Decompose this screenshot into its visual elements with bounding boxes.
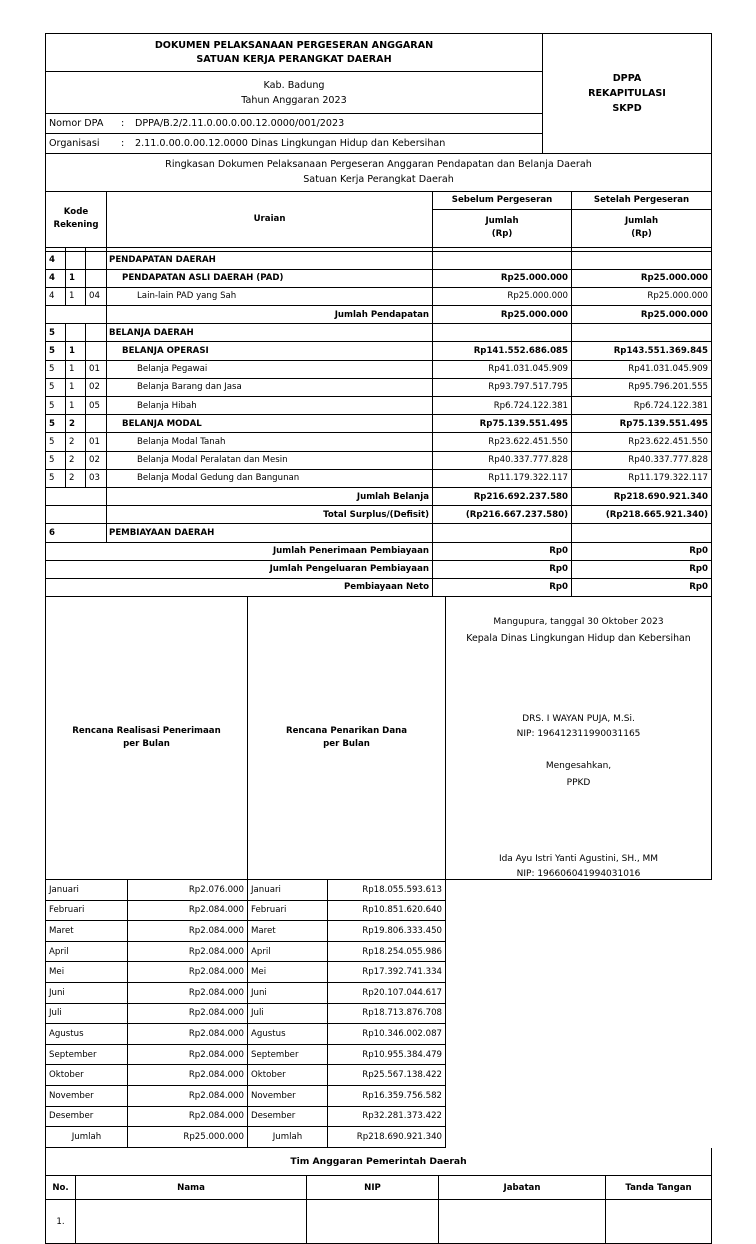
org-label: Organisasi — [49, 138, 100, 149]
receipt-amount: Rp2.084.000 — [128, 1003, 248, 1024]
account-row — [46, 269, 712, 287]
before-amount: Rp216.692.237.580 — [433, 487, 572, 505]
code-3: 01 — [86, 433, 107, 451]
code-1: 6 — [46, 524, 107, 542]
month-row — [46, 962, 712, 983]
total-spacer — [46, 542, 107, 560]
spend-amount: Rp18.055.593.613 — [328, 880, 446, 901]
spend-amount: Rp20.107.044.617 — [328, 983, 446, 1004]
code-3 — [86, 415, 107, 433]
spend-month: November — [248, 1086, 328, 1107]
code-2: 2 — [66, 415, 86, 433]
total-spacer — [46, 578, 107, 596]
summary-caption — [46, 154, 712, 191]
spend-total-label: Jumlah — [248, 1127, 328, 1148]
spend-month: Agustus — [248, 1024, 328, 1045]
after-header: Setelah Pergeseran — [572, 191, 712, 209]
total-row — [46, 578, 712, 596]
account-row — [46, 397, 712, 415]
code-1: 4 — [46, 269, 66, 287]
code-1: 4 — [46, 287, 66, 305]
budget-rows — [46, 251, 712, 597]
nomor-dpa-row — [46, 114, 543, 134]
receipt-amount: Rp2.084.000 — [128, 1086, 248, 1107]
after-amount: Rp11.179.322.117 — [572, 469, 712, 487]
total-spacer — [46, 306, 107, 324]
month-row — [46, 1024, 712, 1045]
total-spacer — [46, 560, 107, 578]
account-row — [46, 378, 712, 396]
code-3: 02 — [86, 451, 107, 469]
team-title: Tim Anggaran Pemerintah Daerah — [46, 1148, 712, 1176]
team-jabatan — [439, 1200, 606, 1244]
code-2: 2 — [66, 433, 86, 451]
receipt-amount: Rp2.084.000 — [128, 1044, 248, 1065]
spend-month: Oktober — [248, 1065, 328, 1086]
month-row — [46, 941, 712, 962]
region: Kab. Badung — [263, 79, 325, 91]
account-label: PENDAPATAN ASLI DAERAH (PAD) — [107, 269, 433, 287]
before-amount: Rp0 — [433, 560, 572, 578]
receipt-amount: Rp2.084.000 — [128, 1106, 248, 1127]
total-row — [46, 306, 712, 324]
code-1: 5 — [46, 378, 66, 396]
uraian-header: Uraian — [107, 191, 433, 247]
team-rows — [46, 1200, 712, 1244]
spend-amount: Rp25.567.138.422 — [328, 1065, 446, 1086]
code-3 — [86, 269, 107, 287]
receipt-month: Februari — [46, 900, 128, 921]
after-amount: Rp95.796.201.555 — [572, 378, 712, 396]
doc-type-line-1: DPPA — [612, 73, 642, 84]
account-label: Belanja Pegawai — [107, 360, 433, 378]
spend-header-line-1: Rencana Penarikan Dana — [285, 726, 408, 737]
account-row — [46, 415, 712, 433]
budget-table — [45, 191, 712, 598]
doc-type-line-3: SKPD — [612, 103, 642, 114]
month-row — [46, 983, 712, 1004]
signer-nip-1: NIP: 196412311990031165 — [516, 729, 641, 740]
spend-amount: Rp32.281.373.422 — [328, 1106, 446, 1127]
code-1: 5 — [46, 397, 66, 415]
fiscal-year: Tahun Anggaran 2023 — [241, 94, 347, 106]
account-label: Belanja Modal Gedung dan Bangunan — [107, 469, 433, 487]
after-amount: Rp40.337.777.828 — [572, 451, 712, 469]
account-row — [46, 469, 712, 487]
before-amount: Rp6.724.122.381 — [433, 397, 572, 415]
total-row — [46, 506, 712, 524]
receipt-amount: Rp2.084.000 — [128, 900, 248, 921]
before-jumlah: Jumlah — [485, 216, 519, 226]
receipt-amount: Rp2.084.000 — [128, 962, 248, 983]
receipt-amount: Rp2.084.000 — [128, 1024, 248, 1045]
after-amount — [572, 251, 712, 269]
team-ttd — [606, 1200, 712, 1244]
receipt-month: Juli — [46, 1003, 128, 1024]
code-1: 5 — [46, 433, 66, 451]
after-amount: Rp0 — [572, 578, 712, 596]
kode-header-line-1: Kode — [63, 207, 89, 217]
account-label: PEMBIAYAAN DAERAH — [107, 524, 433, 542]
nomor-sep: : — [121, 118, 125, 129]
code-2: 1 — [66, 397, 86, 415]
organisasi-row — [46, 134, 543, 154]
nomor-value: DPPA/B.2/2.11.0.00.0.00.12.0000/001/2023 — [135, 118, 345, 129]
spend-month: Mei — [248, 962, 328, 983]
region-year — [46, 72, 543, 114]
budget-document — [45, 33, 711, 1244]
after-amount: Rp75.139.551.495 — [572, 415, 712, 433]
doc-type-line-2: REKAPITULASI — [588, 88, 666, 99]
code-2: 2 — [66, 469, 86, 487]
receipt-header-line-1: Rencana Realisasi Penerimaan — [72, 726, 221, 737]
code-3: 02 — [86, 378, 107, 396]
before-amount: Rp25.000.000 — [433, 269, 572, 287]
code-1: 5 — [46, 415, 66, 433]
account-label: BELANJA DAERAH — [107, 324, 433, 342]
month-row — [46, 880, 712, 901]
spend-month: Juli — [248, 1003, 328, 1024]
spend-amount: Rp10.955.384.479 — [328, 1044, 446, 1065]
receipt-month: Januari — [46, 880, 128, 901]
after-subheader — [572, 209, 712, 247]
spend-header-line-2: per Bulan — [323, 739, 370, 750]
org-sep: : — [121, 138, 125, 149]
account-label: BELANJA MODAL — [107, 415, 433, 433]
summary-line-2: Satuan Kerja Perangkat Daerah — [303, 174, 454, 186]
code-2 — [66, 324, 86, 342]
receipt-amount: Rp2.084.000 — [128, 921, 248, 942]
team-col-nip: NIP — [307, 1176, 439, 1200]
total-label: Total Surplus/(Defisit) — [107, 506, 433, 524]
after-amount: Rp143.551.369.845 — [572, 342, 712, 360]
before-amount: Rp11.179.322.117 — [433, 469, 572, 487]
code-1: 5 — [46, 469, 66, 487]
month-row — [46, 1003, 712, 1024]
spend-month: September — [248, 1044, 328, 1065]
code-1: 4 — [46, 251, 66, 269]
before-header: Sebelum Pergeseran — [433, 191, 572, 209]
code-3: 04 — [86, 287, 107, 305]
before-amount: Rp25.000.000 — [433, 306, 572, 324]
month-row — [46, 1065, 712, 1086]
receipt-month: Maret — [46, 921, 128, 942]
total-row — [46, 542, 712, 560]
before-amount: Rp25.000.000 — [433, 287, 572, 305]
month-row — [46, 1106, 712, 1127]
spend-amount: Rp10.851.620.640 — [328, 900, 446, 921]
document-title — [46, 34, 543, 72]
code-1: 5 — [46, 342, 66, 360]
total-label: Jumlah Pengeluaran Pembiayaan — [107, 560, 433, 578]
before-rp: (Rp) — [491, 229, 513, 239]
after-amount: (Rp218.665.921.340) — [572, 506, 712, 524]
summary-line-1: Ringkasan Dokumen Pelaksanaan Pergeseran Anggaran Pendapatan dan Belanja Daerah — [165, 159, 592, 171]
after-amount: Rp25.000.000 — [572, 269, 712, 287]
spend-plan-header — [248, 597, 446, 880]
code-1: 5 — [46, 324, 66, 342]
before-subheader — [433, 209, 572, 247]
nomor-label: Nomor DPA — [49, 118, 104, 129]
after-amount — [572, 524, 712, 542]
title-line-1: DOKUMEN PELAKSANAAN PERGESERAN ANGGARAN — [154, 39, 434, 51]
before-amount: Rp141.552.686.085 — [433, 342, 572, 360]
total-label: Jumlah Penerimaan Pembiayaan — [107, 542, 433, 560]
team-col-nama: Nama — [76, 1176, 307, 1200]
total-row — [46, 487, 712, 505]
before-amount: Rp23.622.451.550 — [433, 433, 572, 451]
receipt-month: Oktober — [46, 1065, 128, 1086]
code-3 — [86, 324, 107, 342]
code-3 — [86, 342, 107, 360]
account-row — [46, 524, 712, 542]
account-label: Belanja Modal Peralatan dan Mesin — [107, 451, 433, 469]
place-date: Mangupura, tanggal 30 Oktober 2023 — [493, 617, 664, 628]
month-row — [46, 900, 712, 921]
total-spacer — [46, 487, 107, 505]
kode-header-line-2: Rekening — [53, 220, 99, 230]
total-row — [46, 560, 712, 578]
after-amount: Rp23.622.451.550 — [572, 433, 712, 451]
signer-name-1: DRS. I WAYAN PUJA, M.Si. — [522, 714, 635, 725]
account-row — [46, 433, 712, 451]
code-2: 1 — [66, 269, 86, 287]
code-3: 05 — [86, 397, 107, 415]
spend-month: Februari — [248, 900, 328, 921]
account-label: Belanja Barang dan Jasa — [107, 378, 433, 396]
team-row — [46, 1200, 712, 1244]
receipt-month: Mei — [46, 962, 128, 983]
receipt-amount: Rp2.084.000 — [128, 1065, 248, 1086]
code-2: 1 — [66, 360, 86, 378]
spend-amount: Rp19.806.333.450 — [328, 921, 446, 942]
team-col-no: No. — [46, 1176, 76, 1200]
spend-amount: Rp17.392.741.334 — [328, 962, 446, 983]
monthly-plan-section — [45, 597, 712, 1148]
before-amount: Rp41.031.045.909 — [433, 360, 572, 378]
spend-total: Rp218.690.921.340 — [328, 1127, 446, 1148]
before-amount: Rp40.337.777.828 — [433, 451, 572, 469]
spend-month: Januari — [248, 880, 328, 901]
document-header — [45, 33, 712, 191]
team-no: 1. — [46, 1200, 76, 1244]
after-amount: Rp218.690.921.340 — [572, 487, 712, 505]
account-row — [46, 324, 712, 342]
receipt-month: Juni — [46, 983, 128, 1004]
spend-amount: Rp16.359.756.582 — [328, 1086, 446, 1107]
receipt-month: Desember — [46, 1106, 128, 1127]
after-amount: Rp25.000.000 — [572, 306, 712, 324]
code-2: 1 — [66, 287, 86, 305]
receipt-month: Agustus — [46, 1024, 128, 1045]
total-spacer — [46, 506, 107, 524]
after-rp: (Rp) — [631, 229, 652, 239]
receipt-total: Rp25.000.000 — [128, 1127, 248, 1148]
month-row — [46, 1086, 712, 1107]
code-1: 5 — [46, 451, 66, 469]
after-amount: Rp25.000.000 — [572, 287, 712, 305]
after-amount: Rp41.031.045.909 — [572, 360, 712, 378]
signer-nip-2: NIP: 196606041994031016 — [516, 869, 641, 880]
total-label: Pembiayaan Neto — [107, 578, 433, 596]
account-label: Lain-lain PAD yang Sah — [107, 287, 433, 305]
account-row — [46, 342, 712, 360]
after-amount — [572, 324, 712, 342]
document-type-box — [543, 34, 712, 154]
before-amount: Rp0 — [433, 578, 572, 596]
after-amount: Rp0 — [572, 560, 712, 578]
receipt-amount: Rp2.076.000 — [128, 880, 248, 901]
receipt-header-line-2: per Bulan — [123, 739, 170, 750]
code-2: 2 — [66, 451, 86, 469]
org-value: 2.11.0.00.0.00.12.0000 Dinas Lingkungan Hidup dan Kebersihan — [135, 138, 446, 149]
account-row — [46, 360, 712, 378]
kode-rekening-header — [46, 191, 107, 247]
account-row — [46, 451, 712, 469]
spend-month: April — [248, 941, 328, 962]
after-jumlah: Jumlah — [624, 216, 659, 226]
title-line-2: SATUAN KERJA PERANGKAT DAERAH — [196, 53, 392, 65]
code-2 — [66, 251, 86, 269]
month-row — [46, 921, 712, 942]
signer-name-2: Ida Ayu Istri Yanti Agustini, SH., MM — [498, 854, 659, 865]
code-3: 01 — [86, 360, 107, 378]
spend-month: Desember — [248, 1106, 328, 1127]
after-amount: Rp0 — [572, 542, 712, 560]
receipt-amount: Rp2.084.000 — [128, 983, 248, 1004]
code-3 — [86, 251, 107, 269]
before-amount — [433, 524, 572, 542]
before-amount: Rp0 — [433, 542, 572, 560]
plan-total-row — [46, 1127, 712, 1148]
receipt-month: September — [46, 1044, 128, 1065]
total-label: Jumlah Pendapatan — [107, 306, 433, 324]
receipt-amount: Rp2.084.000 — [128, 941, 248, 962]
before-amount — [433, 251, 572, 269]
account-label: Belanja Modal Tanah — [107, 433, 433, 451]
team-nip — [307, 1200, 439, 1244]
account-row — [46, 251, 712, 269]
code-2: 1 — [66, 378, 86, 396]
spend-amount: Rp18.713.876.708 — [328, 1003, 446, 1024]
receipt-total-label: Jumlah — [46, 1127, 128, 1148]
team-col-jabatan: Jabatan — [439, 1176, 606, 1200]
spend-month: Juni — [248, 983, 328, 1004]
total-label: Jumlah Belanja — [107, 487, 433, 505]
receipt-month: November — [46, 1086, 128, 1107]
spend-month: Maret — [248, 921, 328, 942]
after-amount: Rp6.724.122.381 — [572, 397, 712, 415]
receipt-plan-header — [46, 597, 248, 880]
account-row — [46, 287, 712, 305]
receipt-month: April — [46, 941, 128, 962]
code-2: 1 — [66, 342, 86, 360]
team-table — [45, 1148, 712, 1244]
account-label: PENDAPATAN DAERAH — [107, 251, 433, 269]
account-label: Belanja Hibah — [107, 397, 433, 415]
before-amount: Rp93.797.517.795 — [433, 378, 572, 396]
code-3: 03 — [86, 469, 107, 487]
before-amount: (Rp216.667.237.580) — [433, 506, 572, 524]
approve-label: Mengesahkan, — [545, 761, 612, 772]
signer-position: Kepala Dinas Lingkungan Hidup dan Kebersihan — [466, 633, 691, 645]
spend-amount: Rp18.254.055.986 — [328, 941, 446, 962]
month-row — [46, 1044, 712, 1065]
code-1: 5 — [46, 360, 66, 378]
before-amount — [433, 324, 572, 342]
account-label: BELANJA OPERASI — [107, 342, 433, 360]
approve-role: PPKD — [566, 778, 591, 789]
plan-rows — [46, 880, 712, 1148]
signature-block — [446, 597, 712, 880]
spend-amount: Rp10.346.002.087 — [328, 1024, 446, 1045]
before-amount: Rp75.139.551.495 — [433, 415, 572, 433]
team-col-ttd: Tanda Tangan — [606, 1176, 712, 1200]
team-nama — [76, 1200, 307, 1244]
